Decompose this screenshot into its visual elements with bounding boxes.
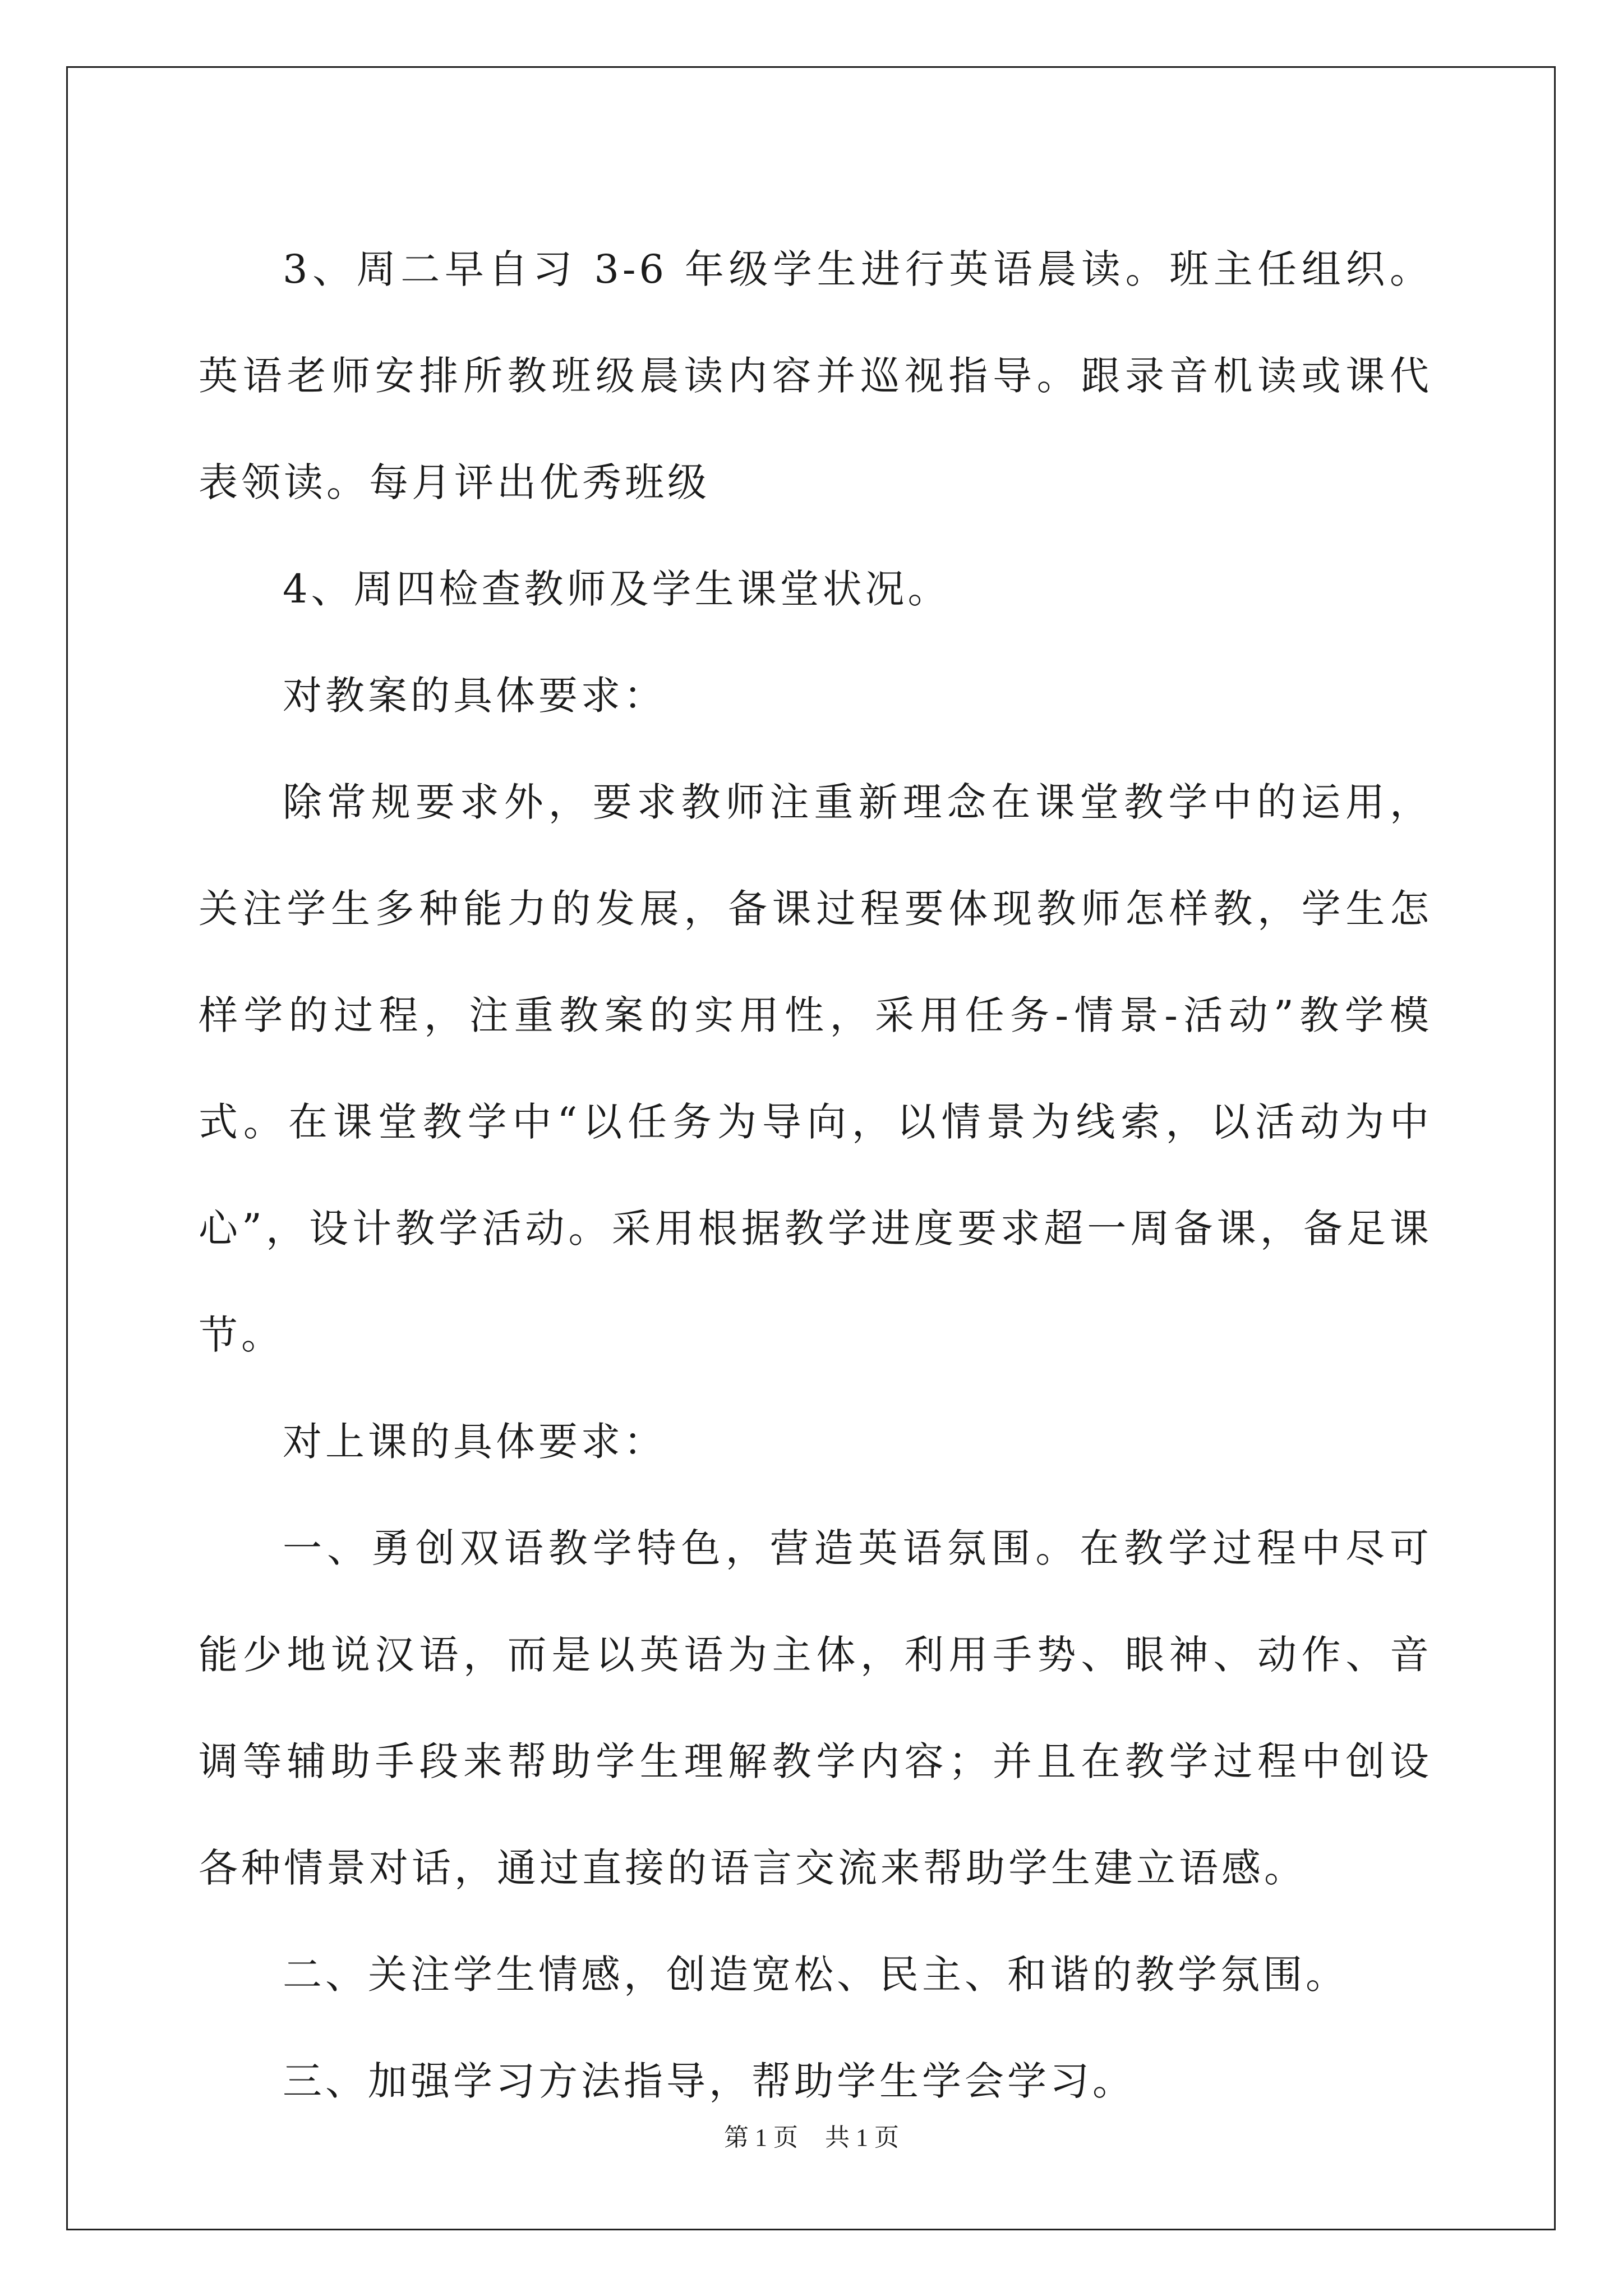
paragraph-bilingual-teaching: 一、勇创双语教学特色，营造英语氛围。在教学过程中尽可能少地说汉语，而是以英语为主体，利用手势、眼神、动作、音调等辅助手段来帮助学生理解教学内容；并且在教学过程中创设各种情景对话，通过直接的语言交流来帮助学生建立语感。 (199, 1525, 1432, 1891)
paragraph-thursday-check: 4、周四检查教师及学生课堂状况。 (283, 566, 951, 612)
document-body (199, 216, 1432, 2134)
paragraph-student-emotion: 二、关注学生情感，创造宽松、民主、和谐的教学氛围。 (283, 1952, 1348, 1998)
heading-lesson-plan-requirements: 对教案的具体要求： (283, 673, 666, 719)
page-number: 第 1 页 (724, 2124, 798, 2151)
paragraph-learning-methods: 三、加强学习方法指导，帮助学生学会学习。 (283, 2058, 1135, 2104)
paragraph-lesson-plan-details: 除常规要求外，要求教师注重新理念在课堂教学中的运用，关注学生多种能力的发展，备课过程要体现教师怎样教，学生怎样学的过程，注重教案的实用性，采用任务-情景-活动”教学模式。在课堂教学中“以任务为导向，以情景为线索，以活动为中心”，设计教学活动。采用根据教学进度要求超一周备课，备足课节。 (199, 779, 1432, 1358)
page-footer (0, 2117, 1623, 2153)
heading-class-requirements: 对上课的具体要求： (283, 1419, 666, 1465)
page-total: 共 1 页 (825, 2124, 899, 2151)
paragraph-morning-reading: 3、周二早自习 3-6 年级学生进行英语晨读。班主任组织。英语老师安排所教班级晨读内容并巡视指导。跟录音机读或课代表领读。每月评出优秀班级 (199, 246, 1432, 505)
